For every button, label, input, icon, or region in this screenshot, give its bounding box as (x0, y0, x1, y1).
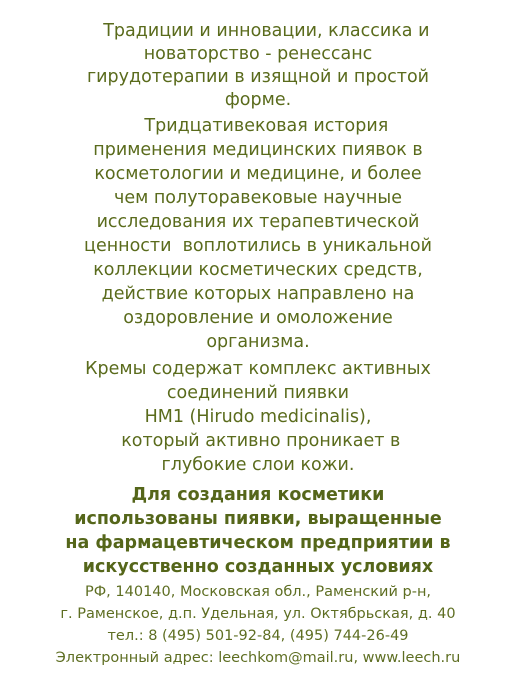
body-line: применения медицинских пиявок в (93, 140, 423, 160)
body-line: действие которых направлено на (101, 284, 415, 304)
bold-statement-line: Для создания косметики (131, 485, 385, 505)
footer-address-line: г. Раменское, д.п. Удельная, ул. Октябрьская, д. 40 (60, 606, 456, 622)
footer-address-line: РФ, 140140, Московская обл., Раменский р-н, (84, 584, 432, 600)
bold-statement-line: искусственно созданных условиях (82, 557, 434, 577)
footer-email-line: Электронный адрес: leechkom@mail.ru, www.leech.ru (55, 650, 461, 666)
body-line: гирудотерапии в изящной и простой (86, 67, 430, 87)
body-line: глубокие слои кожи. (161, 455, 355, 475)
body-line: Традиции и инновации, классика и (86, 21, 430, 41)
body-line: который активно проникает в (115, 431, 401, 451)
body-line: форме. (224, 90, 292, 110)
body-line: Тридцативековая история (127, 116, 389, 136)
bold-statement-line: на фармацевтическом предприятии в (65, 533, 451, 553)
body-line: исследования их терапевтической (96, 212, 420, 232)
body-line: соединений пиявки (166, 383, 350, 403)
body-line: Кремы содержат комплекс активных (85, 359, 431, 379)
footer-phone-line: тел.: 8 (495) 501-92-84, (495) 744-26-49 (107, 628, 409, 644)
body-line: косметологии и медицине, и более (94, 164, 422, 184)
body-line: чем полуторавековые научные (114, 188, 402, 208)
body-line: организма. (206, 332, 310, 352)
body-line: новаторство - ренессанс (143, 44, 373, 64)
body-line: оздоровление и омоложение (123, 308, 393, 328)
body-line: коллекции косметических средств, (93, 260, 423, 280)
body-line: ценности воплотились в уникальной (84, 236, 432, 256)
body-line: HM1 (Hirudo medicinalis), (144, 407, 372, 427)
bold-statement-line: использованы пиявки, выращенные (74, 509, 442, 529)
